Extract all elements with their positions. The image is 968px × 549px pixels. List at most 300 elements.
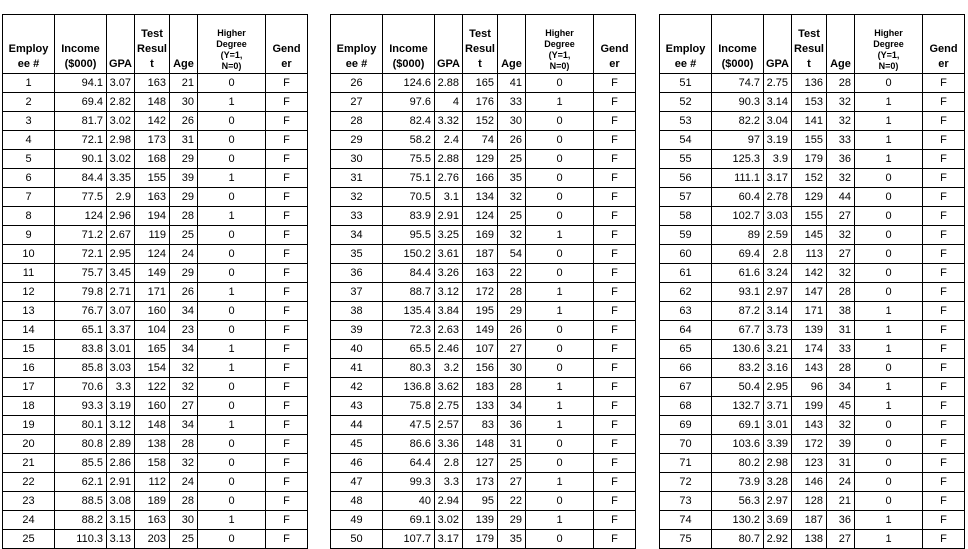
cell-employee-number[interactable]: 24 — [3, 511, 55, 530]
cell-income[interactable]: 83.2 — [712, 359, 764, 378]
cell-employee-number[interactable]: 5 — [3, 150, 55, 169]
cell-gender[interactable]: F — [923, 302, 965, 321]
cell-income[interactable]: 80.2 — [712, 454, 764, 473]
cell-age[interactable]: 39 — [827, 435, 855, 454]
cell-gender[interactable]: F — [594, 378, 636, 397]
cell-age[interactable]: 26 — [170, 112, 198, 131]
cell-gender[interactable]: F — [923, 321, 965, 340]
cell-age[interactable]: 34 — [170, 340, 198, 359]
cell-income[interactable]: 83.9 — [383, 207, 435, 226]
cell-employee-number[interactable]: 59 — [660, 226, 712, 245]
cell-gpa[interactable]: 3.61 — [435, 245, 463, 264]
cell-age[interactable]: 39 — [170, 169, 198, 188]
cell-income[interactable]: 71.2 — [55, 226, 107, 245]
cell-test-result[interactable]: 171 — [792, 302, 827, 321]
cell-employee-number[interactable]: 70 — [660, 435, 712, 454]
cell-age[interactable]: 31 — [170, 131, 198, 150]
cell-higher-degree[interactable]: 1 — [198, 283, 266, 302]
cell-test-result[interactable]: 146 — [792, 473, 827, 492]
cell-gender[interactable]: F — [594, 302, 636, 321]
cell-age[interactable]: 28 — [170, 492, 198, 511]
cell-employee-number[interactable]: 74 — [660, 511, 712, 530]
cell-higher-degree[interactable]: 0 — [526, 245, 594, 264]
cell-test-result[interactable]: 139 — [792, 321, 827, 340]
cell-gpa[interactable]: 2.86 — [107, 454, 135, 473]
cell-employee-number[interactable]: 12 — [3, 283, 55, 302]
cell-test-result[interactable]: 176 — [463, 93, 498, 112]
cell-gender[interactable]: F — [923, 340, 965, 359]
cell-gender[interactable]: F — [923, 169, 965, 188]
cell-gpa[interactable]: 2.88 — [435, 74, 463, 93]
cell-gender[interactable]: F — [594, 150, 636, 169]
cell-gpa[interactable]: 3.02 — [435, 511, 463, 530]
cell-income[interactable]: 89 — [712, 226, 764, 245]
cell-higher-degree[interactable]: 1 — [526, 416, 594, 435]
cell-age[interactable]: 26 — [498, 131, 526, 150]
cell-income[interactable]: 72.1 — [55, 131, 107, 150]
cell-employee-number[interactable]: 4 — [3, 131, 55, 150]
cell-employee-number[interactable]: 23 — [3, 492, 55, 511]
cell-age[interactable]: 28 — [170, 207, 198, 226]
cell-income[interactable]: 99.3 — [383, 473, 435, 492]
cell-gender[interactable]: F — [923, 473, 965, 492]
cell-employee-number[interactable]: 54 — [660, 131, 712, 150]
cell-age[interactable]: 25 — [170, 226, 198, 245]
cell-test-result[interactable]: 149 — [135, 264, 170, 283]
cell-gpa[interactable]: 3.24 — [764, 264, 792, 283]
cell-higher-degree[interactable]: 0 — [526, 530, 594, 549]
cell-test-result[interactable]: 189 — [135, 492, 170, 511]
cell-test-result[interactable]: 203 — [135, 530, 170, 549]
cell-higher-degree[interactable]: 0 — [855, 283, 923, 302]
cell-higher-degree[interactable]: 1 — [526, 226, 594, 245]
column-header-age[interactable] — [170, 15, 198, 74]
cell-higher-degree[interactable]: 1 — [855, 397, 923, 416]
cell-gpa[interactable]: 3.35 — [107, 169, 135, 188]
cell-higher-degree[interactable]: 0 — [526, 188, 594, 207]
cell-gender[interactable]: F — [594, 131, 636, 150]
cell-test-result[interactable]: 124 — [135, 245, 170, 264]
cell-higher-degree[interactable]: 0 — [855, 435, 923, 454]
cell-employee-number[interactable]: 71 — [660, 454, 712, 473]
cell-employee-number[interactable]: 3 — [3, 112, 55, 131]
cell-higher-degree[interactable]: 0 — [198, 264, 266, 283]
column-header-higher-degree[interactable] — [526, 15, 594, 74]
cell-income[interactable]: 90.3 — [712, 93, 764, 112]
cell-income[interactable]: 50.4 — [712, 378, 764, 397]
cell-gender[interactable]: F — [923, 530, 965, 549]
cell-test-result[interactable]: 187 — [463, 245, 498, 264]
cell-test-result[interactable]: 129 — [463, 150, 498, 169]
cell-test-result[interactable]: 107 — [463, 340, 498, 359]
cell-test-result[interactable]: 163 — [463, 264, 498, 283]
cell-income[interactable]: 125.3 — [712, 150, 764, 169]
cell-gender[interactable]: F — [266, 283, 308, 302]
cell-gender[interactable]: F — [594, 359, 636, 378]
cell-test-result[interactable]: 158 — [135, 454, 170, 473]
cell-test-result[interactable]: 142 — [792, 264, 827, 283]
column-header-gpa[interactable] — [764, 15, 792, 74]
cell-gender[interactable]: F — [266, 150, 308, 169]
cell-gender[interactable]: F — [266, 492, 308, 511]
cell-employee-number[interactable]: 57 — [660, 188, 712, 207]
cell-age[interactable]: 45 — [827, 397, 855, 416]
cell-gpa[interactable]: 3.32 — [435, 112, 463, 131]
cell-age[interactable]: 41 — [498, 74, 526, 93]
cell-gpa[interactable]: 3.19 — [107, 397, 135, 416]
cell-gpa[interactable]: 3.1 — [435, 188, 463, 207]
cell-employee-number[interactable]: 68 — [660, 397, 712, 416]
cell-age[interactable]: 29 — [170, 264, 198, 283]
cell-gpa[interactable]: 3.17 — [435, 530, 463, 549]
cell-income[interactable]: 72.3 — [383, 321, 435, 340]
cell-test-result[interactable]: 173 — [463, 473, 498, 492]
cell-higher-degree[interactable]: 0 — [526, 74, 594, 93]
cell-income[interactable]: 85.5 — [55, 454, 107, 473]
cell-higher-degree[interactable]: 1 — [526, 473, 594, 492]
cell-income[interactable]: 124 — [55, 207, 107, 226]
cell-test-result[interactable]: 149 — [463, 321, 498, 340]
cell-higher-degree[interactable]: 0 — [526, 112, 594, 131]
cell-gender[interactable]: F — [266, 530, 308, 549]
cell-higher-degree[interactable]: 0 — [526, 264, 594, 283]
cell-test-result[interactable]: 143 — [792, 416, 827, 435]
cell-age[interactable]: 30 — [170, 93, 198, 112]
cell-gpa[interactable]: 2.57 — [435, 416, 463, 435]
cell-gpa[interactable]: 3.28 — [764, 473, 792, 492]
cell-higher-degree[interactable]: 1 — [855, 511, 923, 530]
cell-age[interactable]: 31 — [827, 321, 855, 340]
cell-gpa[interactable]: 3.45 — [107, 264, 135, 283]
cell-higher-degree[interactable]: 0 — [855, 169, 923, 188]
cell-gpa[interactable]: 2.71 — [107, 283, 135, 302]
cell-income[interactable]: 124.6 — [383, 74, 435, 93]
cell-income[interactable]: 87.2 — [712, 302, 764, 321]
cell-employee-number[interactable]: 13 — [3, 302, 55, 321]
cell-gpa[interactable]: 2.78 — [764, 188, 792, 207]
cell-employee-number[interactable]: 53 — [660, 112, 712, 131]
cell-higher-degree[interactable]: 1 — [855, 321, 923, 340]
cell-gpa[interactable]: 3.26 — [435, 264, 463, 283]
cell-income[interactable]: 102.7 — [712, 207, 764, 226]
cell-employee-number[interactable]: 44 — [331, 416, 383, 435]
cell-age[interactable]: 27 — [498, 340, 526, 359]
cell-test-result[interactable]: 145 — [792, 226, 827, 245]
cell-employee-number[interactable]: 27 — [331, 93, 383, 112]
cell-higher-degree[interactable]: 0 — [198, 492, 266, 511]
cell-employee-number[interactable]: 60 — [660, 245, 712, 264]
cell-employee-number[interactable]: 31 — [331, 169, 383, 188]
cell-gpa[interactable]: 2.82 — [107, 93, 135, 112]
cell-gender[interactable]: F — [266, 435, 308, 454]
cell-employee-number[interactable]: 64 — [660, 321, 712, 340]
cell-gender[interactable]: F — [266, 378, 308, 397]
cell-higher-degree[interactable]: 1 — [198, 169, 266, 188]
cell-age[interactable]: 32 — [827, 226, 855, 245]
cell-test-result[interactable]: 96 — [792, 378, 827, 397]
cell-employee-number[interactable]: 75 — [660, 530, 712, 549]
cell-income[interactable]: 86.6 — [383, 435, 435, 454]
cell-income[interactable]: 80.7 — [712, 530, 764, 549]
cell-higher-degree[interactable]: 0 — [855, 492, 923, 511]
cell-employee-number[interactable]: 17 — [3, 378, 55, 397]
cell-employee-number[interactable]: 28 — [331, 112, 383, 131]
cell-employee-number[interactable]: 46 — [331, 454, 383, 473]
cell-test-result[interactable]: 119 — [135, 226, 170, 245]
cell-higher-degree[interactable]: 0 — [855, 416, 923, 435]
cell-employee-number[interactable]: 67 — [660, 378, 712, 397]
cell-income[interactable]: 107.7 — [383, 530, 435, 549]
cell-test-result[interactable]: 169 — [463, 226, 498, 245]
cell-test-result[interactable]: 123 — [792, 454, 827, 473]
cell-gpa[interactable]: 3.36 — [435, 435, 463, 454]
cell-gpa[interactable]: 2.89 — [107, 435, 135, 454]
cell-test-result[interactable]: 74 — [463, 131, 498, 150]
cell-gender[interactable]: F — [266, 226, 308, 245]
cell-gpa[interactable]: 3.25 — [435, 226, 463, 245]
cell-employee-number[interactable]: 2 — [3, 93, 55, 112]
cell-gpa[interactable]: 3.02 — [107, 150, 135, 169]
cell-higher-degree[interactable]: 1 — [526, 511, 594, 530]
cell-higher-degree[interactable]: 0 — [198, 473, 266, 492]
cell-age[interactable]: 33 — [827, 131, 855, 150]
cell-higher-degree[interactable]: 0 — [855, 454, 923, 473]
cell-higher-degree[interactable]: 0 — [198, 226, 266, 245]
cell-gender[interactable]: F — [923, 245, 965, 264]
cell-age[interactable]: 34 — [498, 397, 526, 416]
cell-higher-degree[interactable]: 0 — [855, 188, 923, 207]
cell-employee-number[interactable]: 34 — [331, 226, 383, 245]
cell-test-result[interactable]: 113 — [792, 245, 827, 264]
cell-higher-degree[interactable]: 0 — [198, 397, 266, 416]
cell-gender[interactable]: F — [923, 93, 965, 112]
cell-gender[interactable]: F — [594, 321, 636, 340]
cell-test-result[interactable]: 160 — [135, 397, 170, 416]
cell-higher-degree[interactable]: 0 — [198, 131, 266, 150]
column-header-higher-degree[interactable] — [198, 15, 266, 74]
cell-income[interactable]: 65.5 — [383, 340, 435, 359]
cell-age[interactable]: 27 — [827, 245, 855, 264]
cell-higher-degree[interactable]: 0 — [198, 188, 266, 207]
cell-test-result[interactable]: 148 — [135, 416, 170, 435]
cell-gender[interactable]: F — [923, 150, 965, 169]
cell-age[interactable]: 24 — [170, 473, 198, 492]
cell-gpa[interactable]: 2.95 — [764, 378, 792, 397]
cell-employee-number[interactable]: 43 — [331, 397, 383, 416]
cell-employee-number[interactable]: 65 — [660, 340, 712, 359]
cell-employee-number[interactable]: 21 — [3, 454, 55, 473]
cell-age[interactable]: 28 — [827, 74, 855, 93]
cell-gpa[interactable]: 3.3 — [107, 378, 135, 397]
cell-age[interactable]: 28 — [498, 283, 526, 302]
cell-income[interactable]: 62.1 — [55, 473, 107, 492]
cell-income[interactable]: 58.2 — [383, 131, 435, 150]
cell-gender[interactable]: F — [923, 226, 965, 245]
cell-gpa[interactable]: 3.2 — [435, 359, 463, 378]
cell-gpa[interactable]: 2.91 — [435, 207, 463, 226]
cell-test-result[interactable]: 165 — [463, 74, 498, 93]
cell-income[interactable]: 74.7 — [712, 74, 764, 93]
cell-test-result[interactable]: 168 — [135, 150, 170, 169]
cell-higher-degree[interactable]: 0 — [526, 321, 594, 340]
cell-gpa[interactable]: 2.9 — [107, 188, 135, 207]
cell-test-result[interactable]: 152 — [792, 169, 827, 188]
cell-test-result[interactable]: 83 — [463, 416, 498, 435]
cell-higher-degree[interactable]: 0 — [855, 245, 923, 264]
cell-income[interactable]: 56.3 — [712, 492, 764, 511]
cell-gpa[interactable]: 3.16 — [764, 359, 792, 378]
cell-gpa[interactable]: 3.13 — [107, 530, 135, 549]
cell-employee-number[interactable]: 62 — [660, 283, 712, 302]
cell-test-result[interactable]: 129 — [792, 188, 827, 207]
cell-test-result[interactable]: 165 — [135, 340, 170, 359]
cell-test-result[interactable]: 122 — [135, 378, 170, 397]
cell-age[interactable]: 32 — [827, 93, 855, 112]
cell-gender[interactable]: F — [923, 207, 965, 226]
cell-gpa[interactable]: 3.62 — [435, 378, 463, 397]
cell-gpa[interactable]: 3.04 — [764, 112, 792, 131]
cell-income[interactable]: 93.1 — [712, 283, 764, 302]
cell-gender[interactable]: F — [266, 207, 308, 226]
cell-gpa[interactable]: 3.01 — [764, 416, 792, 435]
cell-test-result[interactable]: 153 — [792, 93, 827, 112]
cell-employee-number[interactable]: 29 — [331, 131, 383, 150]
cell-gpa[interactable]: 3.84 — [435, 302, 463, 321]
cell-employee-number[interactable]: 22 — [3, 473, 55, 492]
cell-higher-degree[interactable]: 0 — [855, 74, 923, 93]
cell-test-result[interactable]: 138 — [135, 435, 170, 454]
cell-higher-degree[interactable]: 1 — [526, 93, 594, 112]
cell-employee-number[interactable]: 45 — [331, 435, 383, 454]
cell-employee-number[interactable]: 47 — [331, 473, 383, 492]
cell-income[interactable]: 132.7 — [712, 397, 764, 416]
cell-employee-number[interactable]: 10 — [3, 245, 55, 264]
cell-higher-degree[interactable]: 1 — [198, 416, 266, 435]
cell-gpa[interactable]: 3.14 — [764, 93, 792, 112]
cell-employee-number[interactable]: 69 — [660, 416, 712, 435]
cell-age[interactable]: 25 — [498, 150, 526, 169]
cell-test-result[interactable]: 138 — [792, 530, 827, 549]
cell-age[interactable]: 29 — [170, 188, 198, 207]
cell-age[interactable]: 26 — [498, 321, 526, 340]
cell-employee-number[interactable]: 50 — [331, 530, 383, 549]
cell-gpa[interactable]: 2.75 — [764, 74, 792, 93]
cell-income[interactable]: 103.6 — [712, 435, 764, 454]
cell-gender[interactable]: F — [266, 74, 308, 93]
cell-gpa[interactable]: 3.07 — [107, 302, 135, 321]
column-header-employee-number[interactable] — [331, 15, 383, 74]
cell-gpa[interactable]: 2.97 — [764, 283, 792, 302]
cell-employee-number[interactable]: 73 — [660, 492, 712, 511]
cell-income[interactable]: 70.6 — [55, 378, 107, 397]
cell-test-result[interactable]: 127 — [463, 454, 498, 473]
column-header-age[interactable] — [827, 15, 855, 74]
cell-gender[interactable]: F — [923, 264, 965, 283]
cell-gender[interactable]: F — [594, 169, 636, 188]
cell-gender[interactable]: F — [266, 511, 308, 530]
cell-age[interactable]: 36 — [827, 150, 855, 169]
cell-test-result[interactable]: 143 — [792, 359, 827, 378]
cell-higher-degree[interactable]: 1 — [526, 302, 594, 321]
cell-employee-number[interactable]: 40 — [331, 340, 383, 359]
cell-income[interactable]: 85.8 — [55, 359, 107, 378]
cell-employee-number[interactable]: 7 — [3, 188, 55, 207]
cell-employee-number[interactable]: 8 — [3, 207, 55, 226]
cell-higher-degree[interactable]: 0 — [198, 435, 266, 454]
cell-test-result[interactable]: 112 — [135, 473, 170, 492]
cell-age[interactable]: 36 — [498, 416, 526, 435]
cell-income[interactable]: 73.9 — [712, 473, 764, 492]
cell-gender[interactable]: F — [594, 511, 636, 530]
cell-test-result[interactable]: 155 — [792, 131, 827, 150]
cell-income[interactable]: 110.3 — [55, 530, 107, 549]
cell-test-result[interactable]: 134 — [463, 188, 498, 207]
cell-test-result[interactable]: 194 — [135, 207, 170, 226]
cell-gender[interactable]: F — [266, 454, 308, 473]
cell-test-result[interactable]: 199 — [792, 397, 827, 416]
cell-test-result[interactable]: 156 — [463, 359, 498, 378]
cell-gpa[interactable]: 2.95 — [107, 245, 135, 264]
cell-gender[interactable]: F — [923, 511, 965, 530]
cell-age[interactable]: 25 — [498, 454, 526, 473]
cell-gender[interactable]: F — [594, 435, 636, 454]
cell-higher-degree[interactable]: 1 — [198, 359, 266, 378]
cell-gender[interactable]: F — [266, 131, 308, 150]
cell-gpa[interactable]: 2.94 — [435, 492, 463, 511]
cell-gpa[interactable]: 3.39 — [764, 435, 792, 454]
cell-higher-degree[interactable]: 1 — [855, 112, 923, 131]
cell-income[interactable]: 84.4 — [55, 169, 107, 188]
cell-income[interactable]: 84.4 — [383, 264, 435, 283]
cell-higher-degree[interactable]: 0 — [526, 207, 594, 226]
cell-gpa[interactable]: 2.67 — [107, 226, 135, 245]
cell-employee-number[interactable]: 1 — [3, 74, 55, 93]
cell-gender[interactable]: F — [594, 226, 636, 245]
cell-age[interactable]: 22 — [498, 492, 526, 511]
cell-income[interactable]: 97 — [712, 131, 764, 150]
cell-gpa[interactable]: 2.88 — [435, 150, 463, 169]
cell-gpa[interactable]: 2.75 — [435, 397, 463, 416]
cell-gpa[interactable]: 4 — [435, 93, 463, 112]
cell-higher-degree[interactable]: 0 — [198, 74, 266, 93]
cell-income[interactable]: 64.4 — [383, 454, 435, 473]
cell-employee-number[interactable]: 37 — [331, 283, 383, 302]
cell-age[interactable]: 32 — [827, 416, 855, 435]
cell-gender[interactable]: F — [594, 245, 636, 264]
cell-gender[interactable]: F — [594, 416, 636, 435]
cell-gender[interactable]: F — [594, 74, 636, 93]
cell-age[interactable]: 33 — [827, 340, 855, 359]
cell-gender[interactable]: F — [923, 397, 965, 416]
cell-gpa[interactable]: 3.03 — [107, 359, 135, 378]
cell-test-result[interactable]: 148 — [135, 93, 170, 112]
cell-higher-degree[interactable]: 1 — [855, 302, 923, 321]
cell-income[interactable]: 69.1 — [383, 511, 435, 530]
cell-gender[interactable]: F — [266, 264, 308, 283]
cell-income[interactable]: 75.1 — [383, 169, 435, 188]
cell-gender[interactable]: F — [594, 340, 636, 359]
cell-income[interactable]: 75.5 — [383, 150, 435, 169]
cell-gender[interactable]: F — [266, 112, 308, 131]
cell-income[interactable]: 135.4 — [383, 302, 435, 321]
cell-test-result[interactable]: 147 — [792, 283, 827, 302]
cell-gender[interactable]: F — [923, 492, 965, 511]
cell-test-result[interactable]: 173 — [135, 131, 170, 150]
cell-age[interactable]: 32 — [827, 264, 855, 283]
cell-gender[interactable]: F — [923, 416, 965, 435]
cell-higher-degree[interactable]: 0 — [198, 378, 266, 397]
cell-gpa[interactable]: 3.73 — [764, 321, 792, 340]
